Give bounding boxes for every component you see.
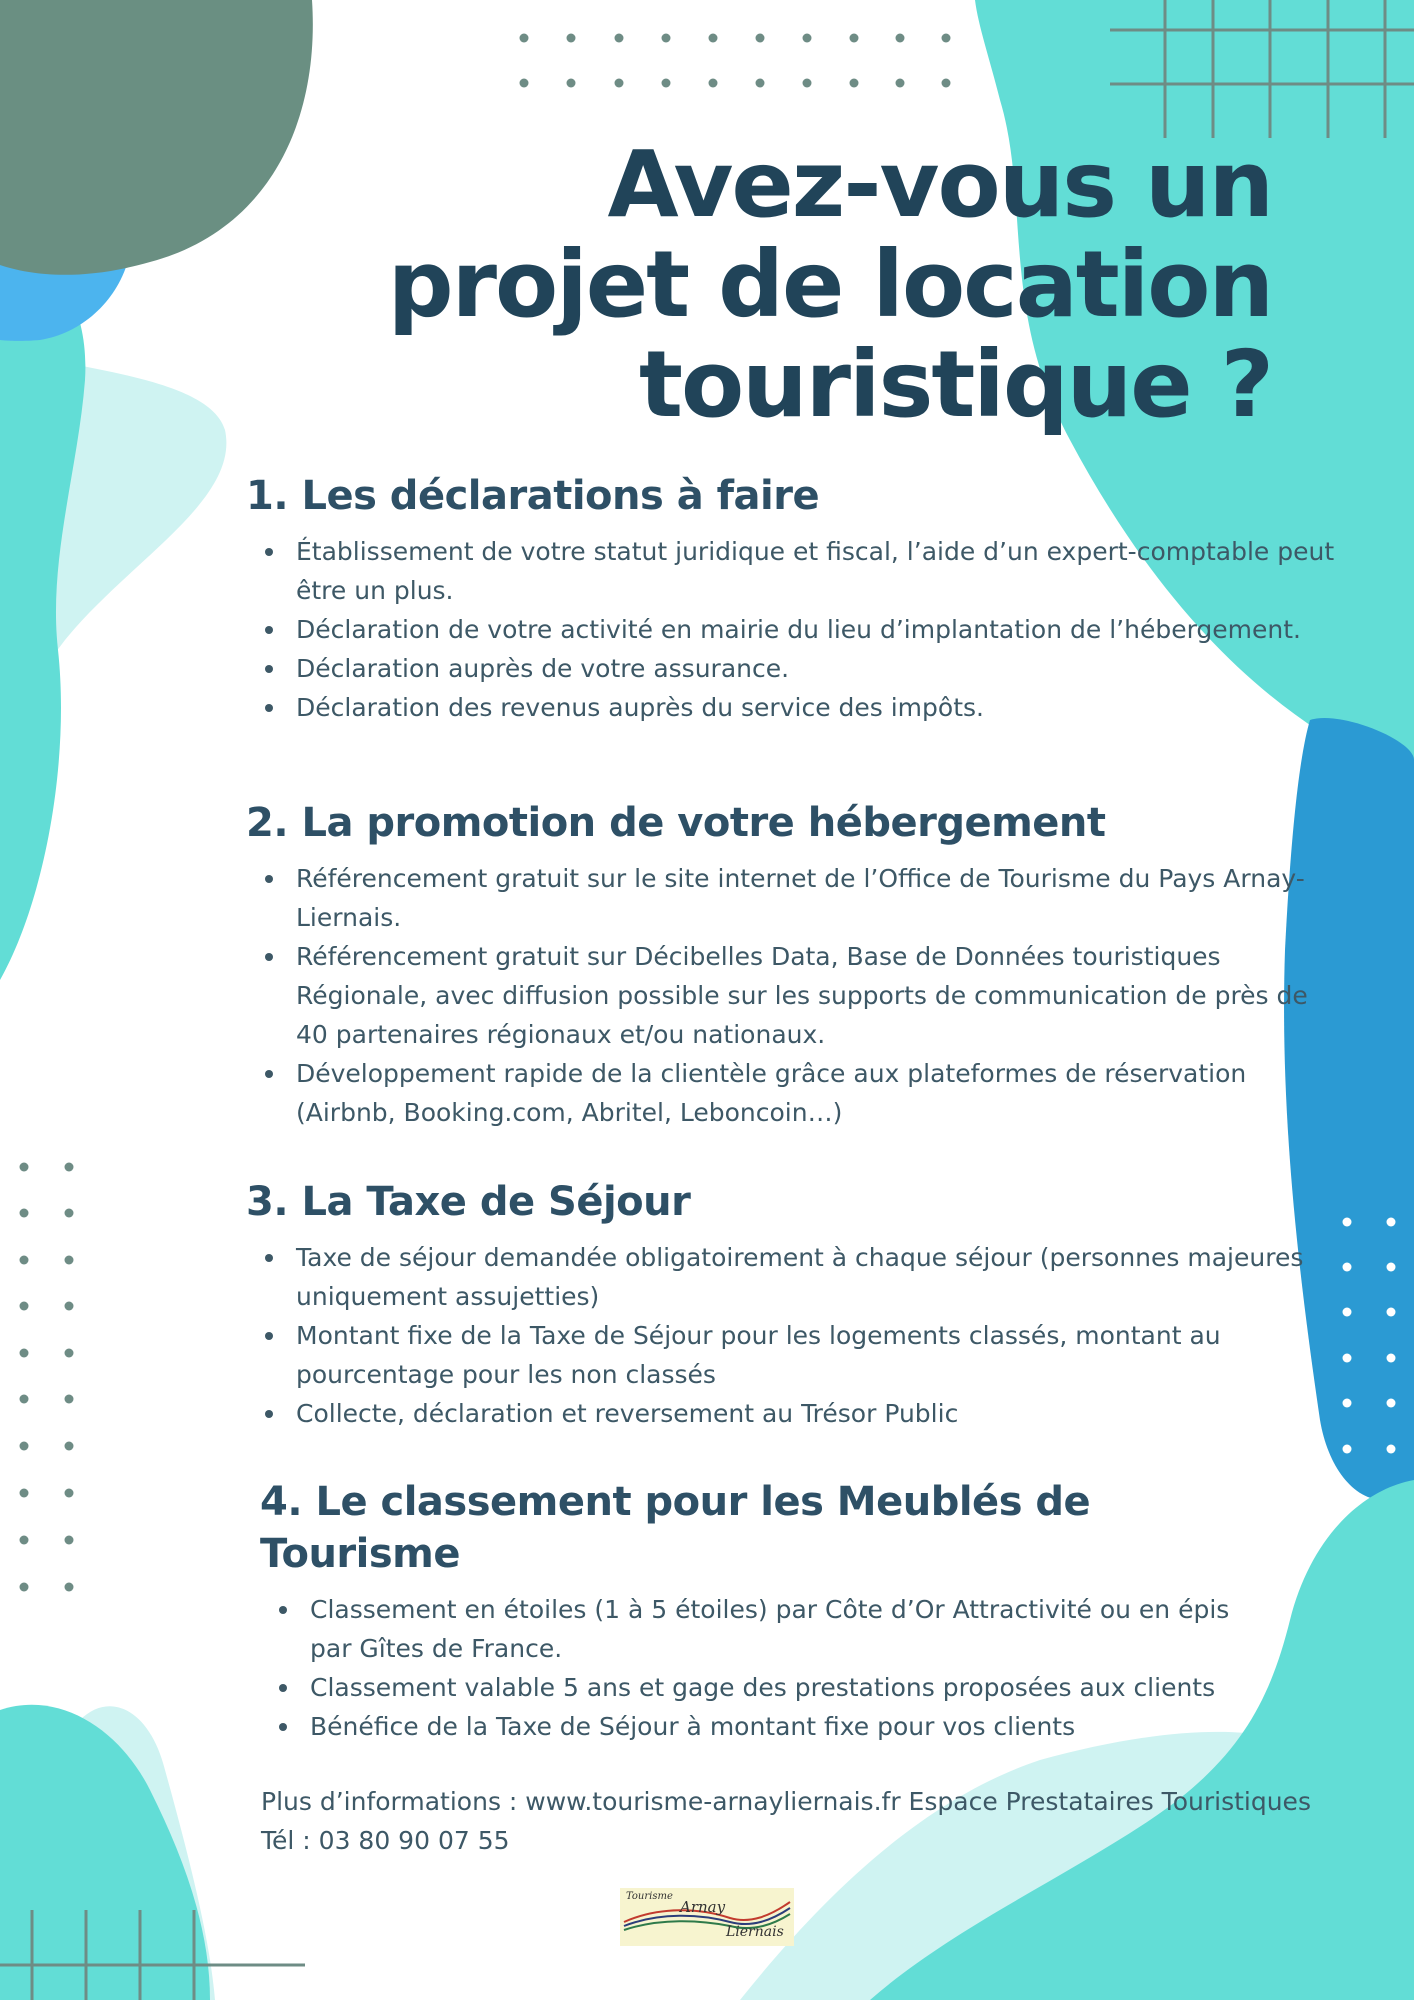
decor-dot — [20, 1489, 29, 1498]
list-item: Établissement de votre statut juridique et fiscal, l’aide d’un expert-comptable peut être un plus. — [246, 532, 1336, 610]
decor-dot — [1387, 1308, 1396, 1317]
title-line-1: Avez-vous un — [607, 131, 1272, 238]
decor-dot — [567, 79, 576, 88]
decor-dot — [20, 1395, 29, 1404]
section-heading: 1. Les déclarations à faire — [246, 473, 820, 519]
section-taxe-sejour — [246, 1176, 1336, 1433]
decor-dot — [709, 79, 718, 88]
tourism-logo — [620, 1888, 794, 1946]
decor-dot — [1343, 1218, 1352, 1227]
section-promotion — [246, 797, 1336, 1132]
decor-dot — [65, 1536, 74, 1545]
decor-dot — [1343, 1263, 1352, 1272]
decor-dot — [520, 79, 529, 88]
decor-dot — [20, 1302, 29, 1311]
decor-dot — [520, 34, 529, 43]
dot-grid-top — [520, 34, 951, 88]
decor-dot — [65, 1256, 74, 1265]
decor-dot — [662, 79, 671, 88]
logo-word-2: Arnay — [680, 1898, 726, 1916]
list-item: Collecte, déclaration et reversement au Trésor Public — [246, 1394, 1336, 1433]
decor-dot — [662, 34, 671, 43]
decor-dot — [65, 1442, 74, 1451]
decor-dot — [1387, 1354, 1396, 1363]
decor-dot — [20, 1349, 29, 1358]
bullet-list — [246, 859, 1336, 1132]
logo-word-1: Tourisme — [626, 1891, 673, 1902]
list-item: Classement en étoiles (1 à 5 étoiles) par Côte d’Or Attractivité ou en épis par Gîtes de France. — [260, 1590, 1260, 1668]
decor-dot — [942, 34, 951, 43]
decor-dot — [756, 34, 765, 43]
footer-contact — [261, 1782, 1311, 1860]
decor-dot — [20, 1209, 29, 1218]
list-item: Bénéfice de la Taxe de Séjour à montant fixe pour vos clients — [260, 1707, 1260, 1746]
list-item: Classement valable 5 ans et gage des prestations proposées aux clients — [260, 1668, 1260, 1707]
section-declarations — [246, 470, 1336, 727]
decor-dot — [65, 1302, 74, 1311]
decor-dot — [850, 34, 859, 43]
decor-dot — [1387, 1218, 1396, 1227]
decor-dot — [1343, 1399, 1352, 1408]
decor-dot — [1343, 1354, 1352, 1363]
list-item: Développement rapide de la clientèle grâce aux plateformes de réservation (Airbnb, Booking.com, Abritel, Leboncoin…) — [246, 1054, 1336, 1132]
decor-dot — [65, 1583, 74, 1592]
page-title — [272, 131, 1272, 438]
bullet-list — [246, 532, 1336, 727]
decor-dot — [20, 1442, 29, 1451]
section-classement — [260, 1476, 1260, 1746]
decor-dot — [615, 34, 624, 43]
decor-dot — [20, 1163, 29, 1172]
decor-dot — [896, 79, 905, 88]
decor-dot — [942, 79, 951, 88]
logo-word-3: Liernais — [726, 1924, 784, 1940]
decor-dot — [896, 34, 905, 43]
decor-dot — [615, 79, 624, 88]
decor-dot — [803, 79, 812, 88]
sage-blob-left — [0, 0, 313, 275]
decor-dot — [65, 1209, 74, 1218]
list-item: Déclaration de votre activité en mairie du lieu d’implantation de l’hébergement. — [246, 610, 1336, 649]
decor-dot — [850, 79, 859, 88]
title-line-2: projet de location — [387, 231, 1272, 338]
bullet-list — [260, 1590, 1260, 1746]
footer-website-line[interactable]: Plus d’informations : www.tourisme-arnayliernais.fr Espace Prestataires Touristiques — [261, 1787, 1311, 1816]
decor-dot — [65, 1349, 74, 1358]
title-line-3: touristique ? — [638, 331, 1272, 438]
decor-dot — [20, 1583, 29, 1592]
list-item: Montant fixe de la Taxe de Séjour pour les logements classés, montant au pourcentage pour les non classés — [246, 1316, 1336, 1394]
decor-dot — [65, 1395, 74, 1404]
list-item: Taxe de séjour demandée obligatoirement à chaque séjour (personnes majeures uniquement assujetties) — [246, 1238, 1336, 1316]
decor-dot — [1343, 1445, 1352, 1454]
decor-dot — [20, 1256, 29, 1265]
decor-dot — [567, 34, 576, 43]
list-item: Référencement gratuit sur le site internet de l’Office de Tourisme du Pays Arnay-Liernais. — [246, 859, 1336, 937]
section-heading: 3. La Taxe de Séjour — [246, 1179, 691, 1225]
section-heading: 4. Le classement pour les Meublés de Tourisme — [260, 1479, 1091, 1577]
list-item: Déclaration des revenus auprès du service des impôts. — [246, 688, 1336, 727]
decor-dot — [20, 1536, 29, 1545]
list-item: Déclaration auprès de votre assurance. — [246, 649, 1336, 688]
decor-dot — [803, 34, 812, 43]
decor-dot — [1387, 1263, 1396, 1272]
decor-dot — [709, 34, 718, 43]
decor-dot — [756, 79, 765, 88]
dot-grid-left — [20, 1163, 74, 1592]
footer-phone-line: Tél : 03 80 90 07 55 — [261, 1826, 510, 1855]
list-item: Référencement gratuit sur Décibelles Data, Base de Données touristiques Régionale, avec diffusion possible sur les supports de communication de près de 40 partenaires régionaux et/ou nationaux. — [246, 937, 1336, 1054]
bullet-list — [246, 1238, 1336, 1433]
section-heading: 2. La promotion de votre hébergement — [246, 800, 1106, 846]
decor-dot — [1387, 1399, 1396, 1408]
decor-dot — [65, 1489, 74, 1498]
decor-dot — [1343, 1308, 1352, 1317]
decor-dot — [65, 1163, 74, 1172]
decor-dot — [1387, 1445, 1396, 1454]
